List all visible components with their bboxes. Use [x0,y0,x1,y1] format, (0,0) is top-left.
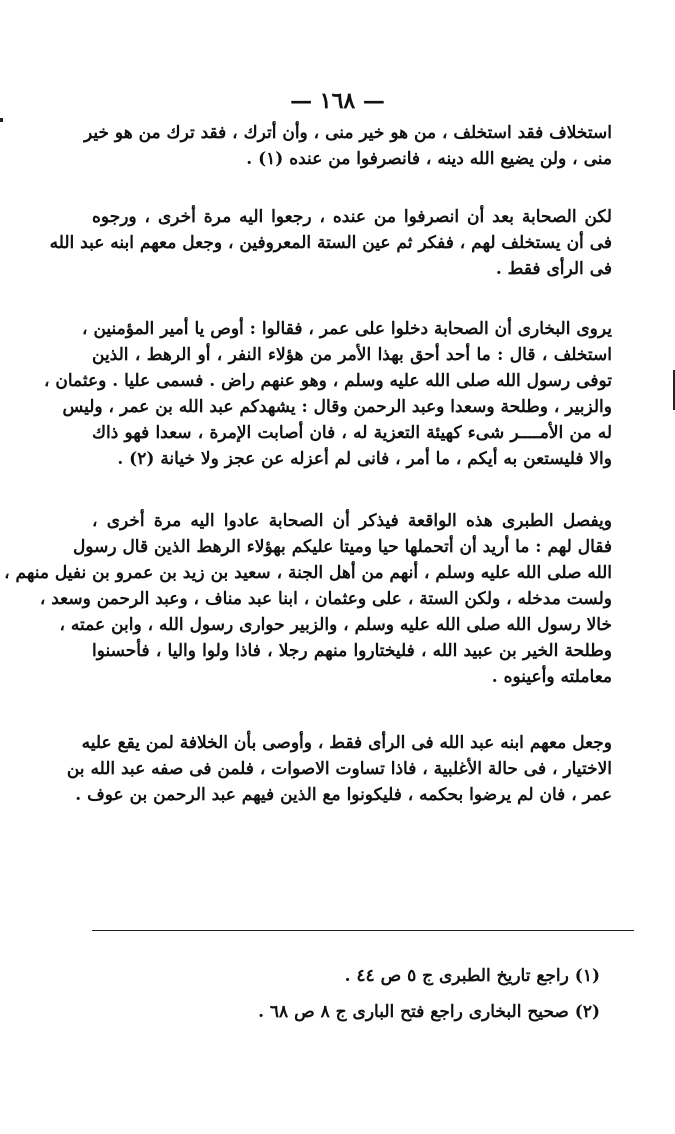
text-line: معاملته وأعينوه . [491,667,612,687]
text-line: استخلف ، قال : ما أحد أحق بهذا الأمر من هؤلاء النفر ، أو الرهط ، الذين [92,345,612,365]
text-line: وطلحة الخير بن عبيد الله ، فليختاروا منهم رجلا ، فاذا ولوا واليا ، فأحسنوا [92,641,612,661]
text-line: لكن الصحابة بعد أن انصرفوا من عنده ، رجعوا اليه مرة أخرى ، ورجوه [92,207,612,227]
paragraph-5 [66,730,612,808]
paragraph-gap [92,472,612,508]
text-line: خالا رسول الله صلى الله عليه وسلم ، والزبير حوارى رسول الله ، وابن عمته ، [59,615,612,635]
text-line: ولست مدخله ، ولكن الستة ، على وعثمان ، ابنا عبد مناف ، وعبد الرحمن وسعد ، [39,589,612,609]
footnote-2: (٢) صحيح البخارى راجع فتح البارى ج ٨ ص ٦٨ . [258,1002,600,1022]
text-line: والزبير ، وطلحة وسعدا وعبد الرحمن وقال : يشهدكم عبد الله بن عمر ، وليس [62,397,612,417]
paragraph-2 [49,204,612,282]
text-line: والا فليستعن به أيكم ، ما أمر ، فانى لم أعزله عن عجز ولا خيانة (٢) . [117,449,612,469]
footnote-divider [92,930,634,931]
page-number: — ١٦٨ — [290,88,385,114]
text-line: فى أن يستخلف لهم ، ففكر ثم عين الستة المعروفين ، وجعل معهم ابنه عبد الله [49,233,612,253]
scan-edge-mark [0,118,3,122]
footnotes [80,958,600,1030]
text-line: الاختيار ، فى حالة الأغلبية ، فاذا تساوت الاصوات ، فلمن فى صفه عبد الله بن [66,759,612,779]
text-line: عمر ، فان لم يرضوا بحكمه ، فليكونوا مع الذين فيهم عبد الرحمن بن عوف . [75,785,612,805]
paragraph-3 [43,316,612,472]
paragraph-gap [92,172,612,204]
page-body [4,120,612,808]
paragraph-gap [92,690,612,730]
paragraph-1 [83,120,612,172]
footnote-1: (١) راجع تاريخ الطبرى ج ٥ ص ٤٤ . [344,966,600,986]
text-line: الله صلى الله عليه وسلم ، أنهم من أهل الجنة ، سعيد بن زيد بن عمرو بن نفيل منهم ، [4,563,612,583]
text-line: منى ، ولن يضيع الله دينه ، فانصرفوا من عنده (١) . [246,149,612,169]
text-line: استخلاف فقد استخلف ، من هو خير منى ، وأن أترك ، فقد ترك من هو خير [83,123,612,143]
text-line: ويفصل الطبرى هذه الواقعة فيذكر أن الصحابة عادوا اليه مرة أخرى ، [92,511,612,531]
text-line: توفى رسول الله صلى الله عليه وسلم ، وهو عنهم راض . فسمى عليا . وعثمان ، [43,371,612,391]
text-line: يروى البخارى أن الصحابة دخلوا على عمر ، فقالوا : أوص يا أمير المؤمنين ، [82,319,612,339]
text-line: وجعل معهم ابنه عبد الله فى الرأى فقط ، وأوصى بأن الخلافة لمن يقع عليه [81,733,612,753]
paragraph-4 [4,508,612,690]
text-line: فقال لهم : ما أريد أن أتحملها حيا وميتا عليكم بهؤلاء الرهط الذين قال رسول [72,537,612,557]
paragraph-gap [92,282,612,316]
text-line: له من الأمــــر شىء كهيئة التعزية له ، فان أصابت الإمرة ، سعدا فهو ذاك [92,423,612,443]
text-line: فى الرأى فقط . [495,259,612,279]
